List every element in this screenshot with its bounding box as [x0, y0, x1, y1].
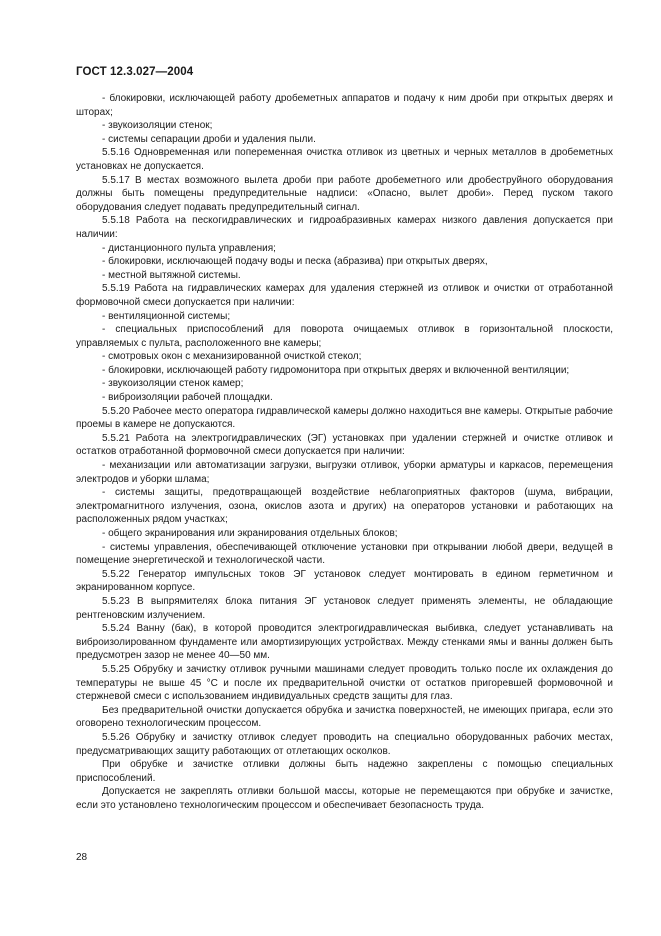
paragraph: - блокировки, исключающей работу дробеметных аппаратов и подачу к ним дроби при открытых дверях и шторах; [76, 93, 613, 118]
paragraph: 5.5.17 В местах возможного вылета дроби при работе дробеметного или дробеструйного оборудования должны быть помещены предупредительные надписи: «Опасно, вылет дроби». Перед пуском такого оборудования следует подавать предупредительный сигнал. [76, 174, 613, 213]
paragraph: 5.5.19 Работа на гидравлических камерах для удаления стержней из отливок и очистки от отработанной формовочной смеси допускается при наличии: [76, 283, 613, 308]
paragraph: - системы управления, обеспечивающей отключение установки при открывании любой двери, ведущей в помещение энергетической и технологической части. [76, 541, 613, 567]
paragraph: - местной вытяжной системы. [102, 269, 241, 281]
paragraph: 5.5.22 Генератор импульсных токов ЭГ установок следует монтировать в едином герметичном и экранированном корпусе. [76, 568, 613, 594]
paragraph: 5.5.21 Работа на электрогидравлических (ЭГ) установках при удалении стержней и очистке отливок и остатков отработанной формовочной смеси допускается при наличии: [76, 432, 613, 458]
paragraph: - вентиляционной системы; [102, 310, 231, 322]
paragraph: - блокировки, исключающей подачу воды и песка (абразива) при открытых дверях, [102, 256, 488, 268]
paragraph: Без предварительной очистки допускается обрубка и зачистка поверхностей, не имеющих пригара, если это оговорено технологическим процессом. [76, 704, 613, 730]
paragraph: 5.5.24 Ванну (бак), в которой проводится электрогидравлическая выбивка, следует устанавливать на виброизолированном фундаменте или амортизирующих устройствах. Между стенками ямы и ванны должен быть предусмотрен зазор не менее 40—50 мм. [76, 623, 613, 662]
paragraph: - виброизоляции рабочей площадки. [102, 392, 273, 404]
paragraph: - звукоизоляции стенок; [102, 120, 213, 132]
document-code-header: ГОСТ 12.3.027—2004 [76, 66, 194, 78]
paragraph: - системы защиты, предотвращающей воздействие неблагоприятных факторов (шума, вибрации, электромагнитного излучения, озона, окислов азота и других) на операторов установки и работающих на расположенных рядом участках; [76, 487, 613, 526]
paragraph: 5.5.18 Работа на пескогидравлических и гидроабразивных камерах низкого давления допускается при наличии: [76, 215, 613, 240]
paragraph: - звукоизоляции стенок камер; [102, 378, 244, 390]
paragraph: 5.5.16 Одновременная или попеременная очистка отливок из цветных и черных металлов в дробеметных установках не допускается. [76, 147, 613, 172]
paragraph: - блокировки, исключающей работу гидромонитора при открытых дверях и включенной вентиляции; [102, 364, 570, 376]
page-number: 28 [76, 852, 88, 863]
paragraph: 5.5.26 Обрубку и зачистку отливок следует проводить на специально оборудованных рабочих местах, предусматривающих защиту работающих от отлетающих осколков. [76, 731, 613, 757]
paragraph: При обрубке и зачистке отливки должны быть надежно закреплены с помощью специальных приспособлений. [76, 759, 613, 784]
paragraph: - дистанционного пульта управления; [102, 242, 276, 254]
paragraph: - смотровых окон с механизированной очисткой стекол; [102, 351, 362, 363]
paragraph: Допускается не закреплять отливки большой массы, которые не перемещаются при обрубке и зачистке, если это установлено технологическим процессом и обеспечивает безопасность труда. [76, 786, 613, 811]
paragraph: 5.5.23 В выпрямителях блока питания ЭГ установок следует применять элементы, не обладающие рентгеновским излучением. [76, 595, 613, 621]
paragraph: - механизации или автоматизации загрузки, выгрузки отливок, уборки арматуры и каркасов, перемещения электродов и уборки шлама; [76, 460, 613, 485]
paragraph: 5.5.20 Рабочее место оператора гидравлической камеры должно находиться вне камеры. Открытые рабочие проемы в камере не допускаются. [76, 405, 613, 431]
paragraph: - общего экранирования или экранирования отдельных блоков; [102, 528, 398, 539]
paragraph: 5.5.25 Обрубку и зачистку отливок ручными машинами следует проводить только после их охлаждения до температуры не выше 45 °С и после их предварительной очистки от остатков пригоревшей формовочной и стержневой смеси с использованием индивидуальных средств защиты для глаз. [76, 663, 613, 703]
document-body [76, 92, 613, 812]
paragraph: - специальных приспособлений для поворота очищаемых отливок в горизонтальной плоскости, управляемых с пульта, расположенного вне камеры; [76, 324, 613, 349]
paragraph: - системы сепарации дроби и удаления пыли. [102, 133, 316, 145]
